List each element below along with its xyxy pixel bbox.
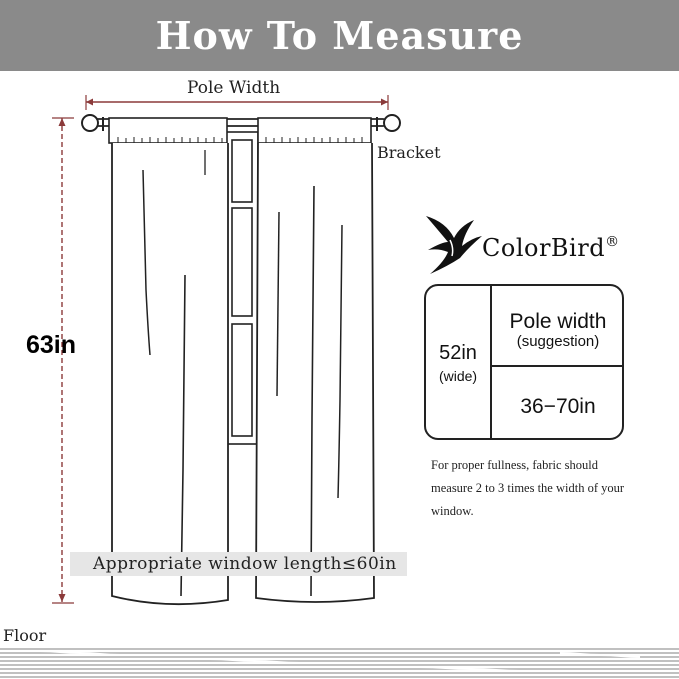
brand-name: ColorBird® <box>482 234 620 262</box>
page-title: How To Measure <box>155 13 524 58</box>
pole-width-range: 36−70in <box>520 395 596 418</box>
pole-width-label: Pole Width <box>187 78 281 98</box>
window-length-note: Appropriate window length≤60in <box>93 554 397 574</box>
bracket-label: Bracket <box>377 143 441 162</box>
window-frame <box>226 132 258 444</box>
left-curtain-panel <box>109 118 228 604</box>
height-arrow <box>52 118 74 603</box>
fullness-note: For proper fullness, fabric should measure 2 to 3 times the width of your window. <box>431 458 625 518</box>
spec-divider-horizontal <box>490 365 624 367</box>
height-label: 63in <box>26 331 77 359</box>
pole-width-heading: Pole width <box>509 310 607 333</box>
floor-hatching <box>0 647 679 679</box>
floor-label: Floor <box>3 626 47 645</box>
pole-width-suggestion: (suggestion) <box>516 333 600 350</box>
panel-width-value: 52in <box>439 342 477 364</box>
right-curtain-panel <box>256 118 374 602</box>
panel-width-unit: (wide) <box>438 368 478 384</box>
registered-mark: ® <box>605 234 620 250</box>
spec-box <box>424 284 624 440</box>
